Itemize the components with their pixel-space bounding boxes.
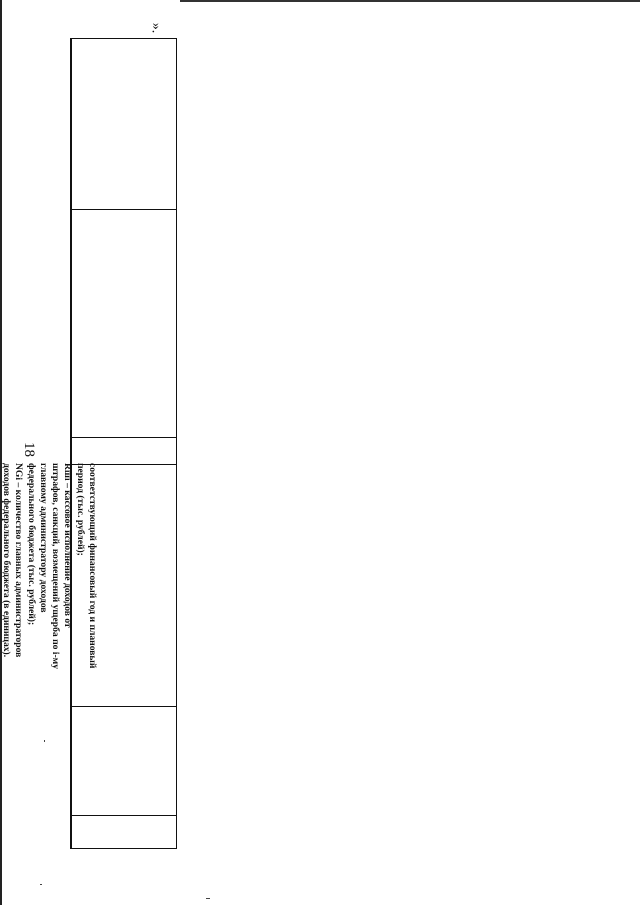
text-line: штрафов, санкций, возмещений ущерба по i-му: [50, 463, 62, 670]
page-number: [20, 442, 60, 462]
table: [70, 38, 177, 849]
text-line: главному администратору доходов: [37, 463, 49, 613]
col-divider: [71, 39, 72, 848]
text-line: доходов федерального бюджета (в единицах).: [0, 463, 12, 658]
text-line: Rшi – кассовое исполнение доходов от: [62, 463, 74, 628]
text-line: соответствующий финансовый год и плановый: [87, 463, 98, 669]
scan-speck: [206, 898, 210, 899]
text-line: федерального бюджета (тыс. рублей);: [25, 463, 37, 626]
row-divider: [71, 437, 176, 438]
scan-speck: [44, 740, 45, 742]
page-number-text: 18: [21, 442, 37, 457]
text-line: период (тыс. рублей);: [74, 463, 86, 556]
table-cell-description: [0, 463, 98, 703]
closing-quote: ».: [148, 22, 164, 34]
scan-speck: [40, 884, 42, 885]
row-divider: [71, 706, 176, 707]
row-divider: [71, 209, 176, 210]
scan-edge-left: [0, 0, 2, 905]
row-divider: [71, 815, 176, 816]
scan-edge-top: [180, 0, 640, 2]
text-line: NGi – количество главных администраторов: [13, 463, 25, 658]
